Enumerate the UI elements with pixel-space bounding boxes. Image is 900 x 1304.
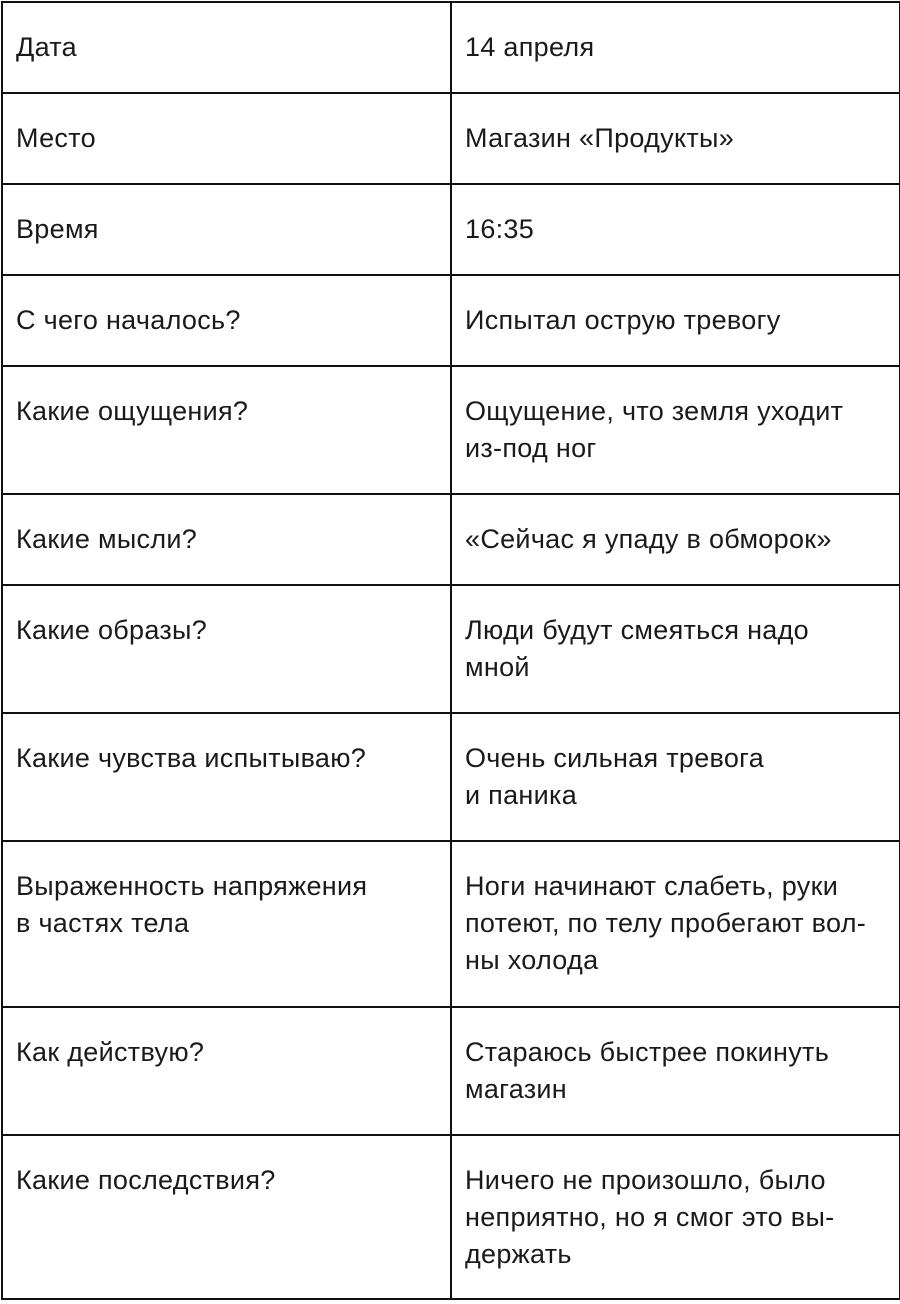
table-row (2, 2, 900, 93)
table-row (2, 93, 900, 184)
row-label: Выраженность напряжения в частях тела (2, 841, 451, 1007)
row-value: Ощущение, что земля уходит из-под ног (451, 366, 900, 494)
row-value: Магазин «Продукты» (451, 93, 900, 184)
row-value: Люди будут смеяться надо мной (451, 585, 900, 713)
row-label: Какие последствия? (2, 1135, 451, 1299)
row-value: 14 апреля (451, 2, 900, 93)
row-label: Как действую? (2, 1007, 451, 1135)
row-value: Ноги начинают слабеть, руки потеют, по телу пробегают вол- ны холода (451, 841, 900, 1007)
table-row (2, 1135, 900, 1299)
row-value: Испытал острую тревогу (451, 275, 900, 366)
row-label: Какие мысли? (2, 494, 451, 585)
row-value: «Сейчас я упаду в обморок» (451, 494, 900, 585)
row-value: Стараюсь быстрее покинуть магазин (451, 1007, 900, 1135)
row-label: Какие образы? (2, 585, 451, 713)
table-row (2, 841, 900, 1007)
table-row (2, 585, 900, 713)
table-row (2, 1007, 900, 1135)
row-label: Дата (2, 2, 451, 93)
table-row (2, 184, 900, 275)
row-label: Время (2, 184, 451, 275)
table-row (2, 366, 900, 494)
row-value: Очень сильная тревога и паника (451, 713, 900, 841)
table-row (2, 713, 900, 841)
row-label: С чего началось? (2, 275, 451, 366)
table-row (2, 275, 900, 366)
row-label: Какие чувства испытываю? (2, 713, 451, 841)
table-row (2, 494, 900, 585)
situation-diary-table (1, 1, 900, 1300)
row-label: Какие ощущения? (2, 366, 451, 494)
row-value: 16:35 (451, 184, 900, 275)
row-label: Место (2, 93, 451, 184)
row-value: Ничего не произошло, было неприятно, но я смог это вы- держать (451, 1135, 900, 1299)
